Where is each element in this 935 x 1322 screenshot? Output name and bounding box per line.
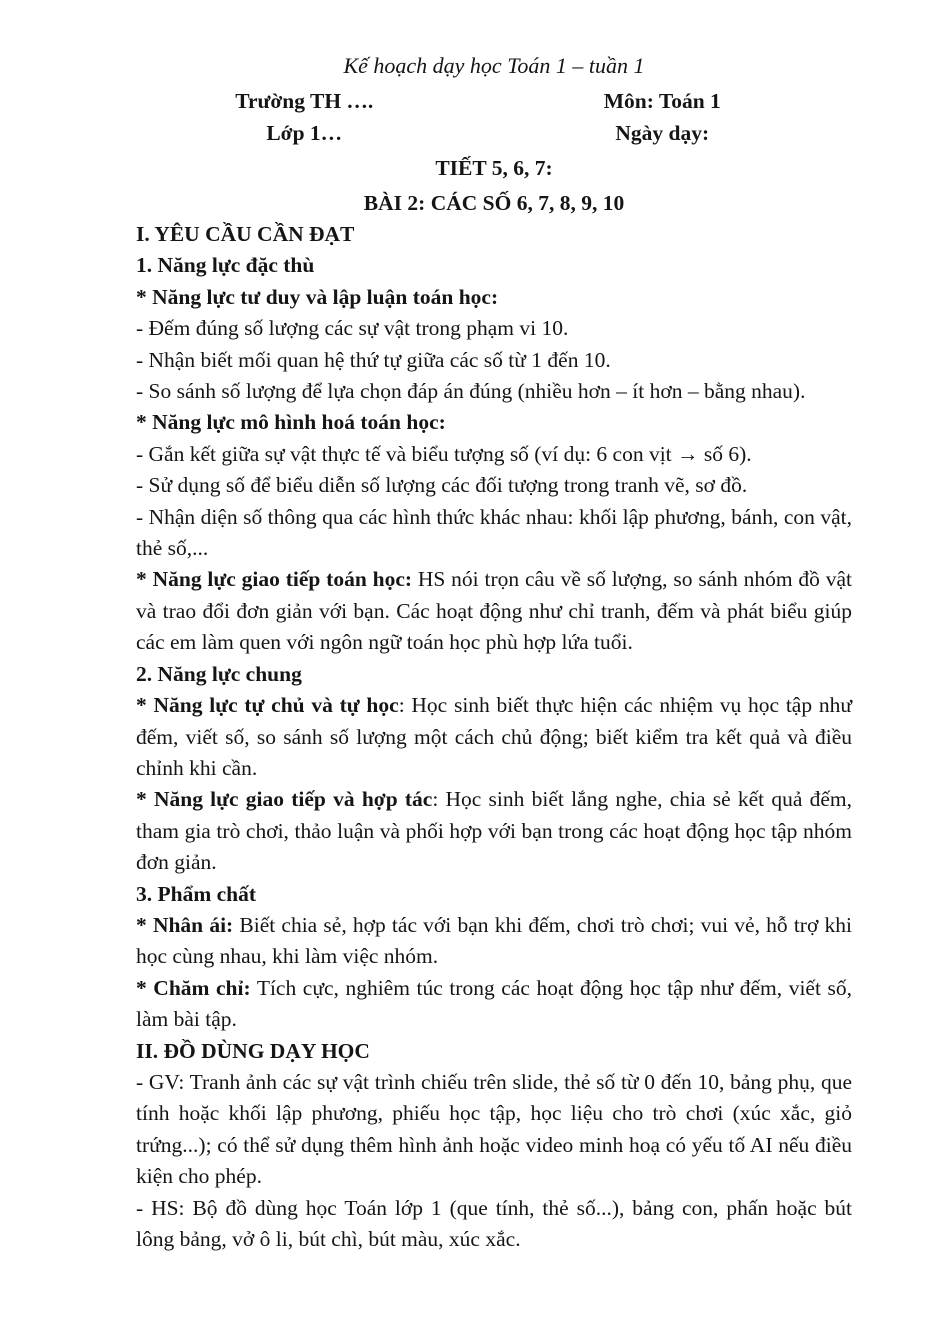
header-left-column: [136, 85, 473, 149]
section-heading-requirements: I. YÊU CẦU CẦN ĐẠT: [136, 222, 355, 246]
bullet-student-materials: - HS: Bộ đồ dùng học Toán lớp 1 (que tính, thẻ số...), bảng con, phấn hoặc bút lông bảng, vở ô li, bút chì, bút màu, xúc xắc.: [136, 1195, 852, 1251]
teaching-date-label: Ngày dạy:: [615, 121, 710, 145]
section-heading-teaching-materials: II. ĐỒ DÙNG DẠY HỌC: [136, 1038, 370, 1063]
paragraph-cooperation-competency: [136, 784, 852, 878]
document-body: [136, 219, 852, 1255]
document-title: Kế hoạch dạy học Toán 1 – tuần 1: [343, 53, 645, 78]
communication-competency-lead: * Năng lực giao tiếp toán học:: [136, 567, 413, 592]
header-right-column: [473, 85, 852, 149]
subject-name: Môn: Toán 1: [603, 89, 721, 113]
subsection-heading-specific-competency: 1. Năng lực đặc thù: [136, 253, 315, 278]
paragraph-self-study-competency: [136, 690, 852, 784]
paragraph-diligence: [136, 973, 852, 1036]
bullet-recognize-numbers: - Nhận diện số thông qua các hình thức khác nhau: khối lập phương, bánh, con vật, thẻ số,...: [136, 504, 852, 561]
document-header: [136, 85, 852, 149]
document-page: [136, 50, 852, 1255]
self-study-competency-text: : Học sinh biết thực hiện các nhiệm vụ học tập như đếm, viết số, so sánh số lượng một cách chủ động; biết kiểm tra kết quả và điều chỉnh khi cần.: [136, 693, 852, 780]
communication-competency-text: HS nói trọn câu về số lượng, so sánh nhóm đồ vật và trao đổi đơn giản với bạn. Các hoạt động như chỉ tranh, đếm và phát biểu giúp các em làm quen với ngôn ngữ toán học phù hợp lứa tuổi.: [136, 567, 852, 655]
subsection-heading-modeling-competency: * Năng lực mô hình hoá toán học:: [136, 410, 446, 435]
subsection-heading-general-competency: 2. Năng lực chung: [136, 661, 302, 686]
paragraph-communication-competency: [136, 564, 852, 658]
bullet-link-objects-numbers: - Gắn kết giữa sự vật thực tế và biểu tượng số (ví dụ: 6 con vịt → số 6).: [136, 441, 752, 466]
kindness-text: Biết chia sẻ, hợp tác với bạn khi đếm, chơi trò chơi; vui vẻ, hỗ trợ khi học cùng nhau, khi làm việc nhóm.: [136, 912, 852, 969]
bullet-number-order: - Nhận biết mối quan hệ thứ tự giữa các số từ 1 đến 10.: [136, 347, 611, 372]
lesson-periods: TIẾT 5, 6, 7:: [435, 156, 553, 180]
bullet-comparison: - So sánh số lượng để lựa chọn đáp án đúng (nhiều hơn – ít hơn – bằng nhau).: [136, 379, 806, 404]
diligence-text: Tích cực, nghiêm túc trong các hoạt động học tập như đếm, viết số, làm bài tập.: [136, 975, 852, 1032]
subsection-heading-quality: 3. Phẩm chất: [136, 881, 257, 906]
cooperation-competency-lead: * Năng lực giao tiếp và hợp tác: [136, 787, 433, 812]
kindness-lead: * Nhân ái:: [136, 912, 234, 937]
diligence-lead: * Chăm chỉ:: [136, 975, 251, 1000]
cooperation-competency-text: : Học sinh biết lắng nghe, chia sẻ kết quả đếm, tham gia trò chơi, thảo luận và phối hợp với bạn trong các hoạt động học tập nhóm đơn giản.: [136, 787, 852, 875]
bullet-counting: - Đếm đúng số lượng các sự vật trong phạm vi 10.: [136, 316, 569, 341]
bullet-teacher-materials: - GV: Tranh ảnh các sự vật trình chiếu trên slide, thẻ số từ 0 đến 10, bảng phụ, que tính hoặc khối lập phương, phiếu học tập, học liệu cho trò chơi (xúc xắc, giỏ trứng...); có thể sử dụng thêm hình ảnh hoặc video minh hoạ có yếu tố AI nếu điều kiện cho phép.: [136, 1069, 852, 1189]
class-name: Lớp 1…: [266, 121, 343, 145]
subsection-heading-thinking-competency: * Năng lực tư duy và lập luận toán học:: [136, 284, 499, 309]
lesson-title: BÀI 2: CÁC SỐ 6, 7, 8, 9, 10: [363, 191, 625, 215]
paragraph-kindness: [136, 910, 852, 973]
school-name: Trường TH ….: [235, 89, 374, 113]
self-study-competency-lead: * Năng lực tự chủ và tự học: [136, 693, 399, 718]
bullet-represent-quantity: - Sử dụng số để biểu diễn số lượng các đối tượng trong tranh vẽ, sơ đồ.: [136, 473, 748, 498]
